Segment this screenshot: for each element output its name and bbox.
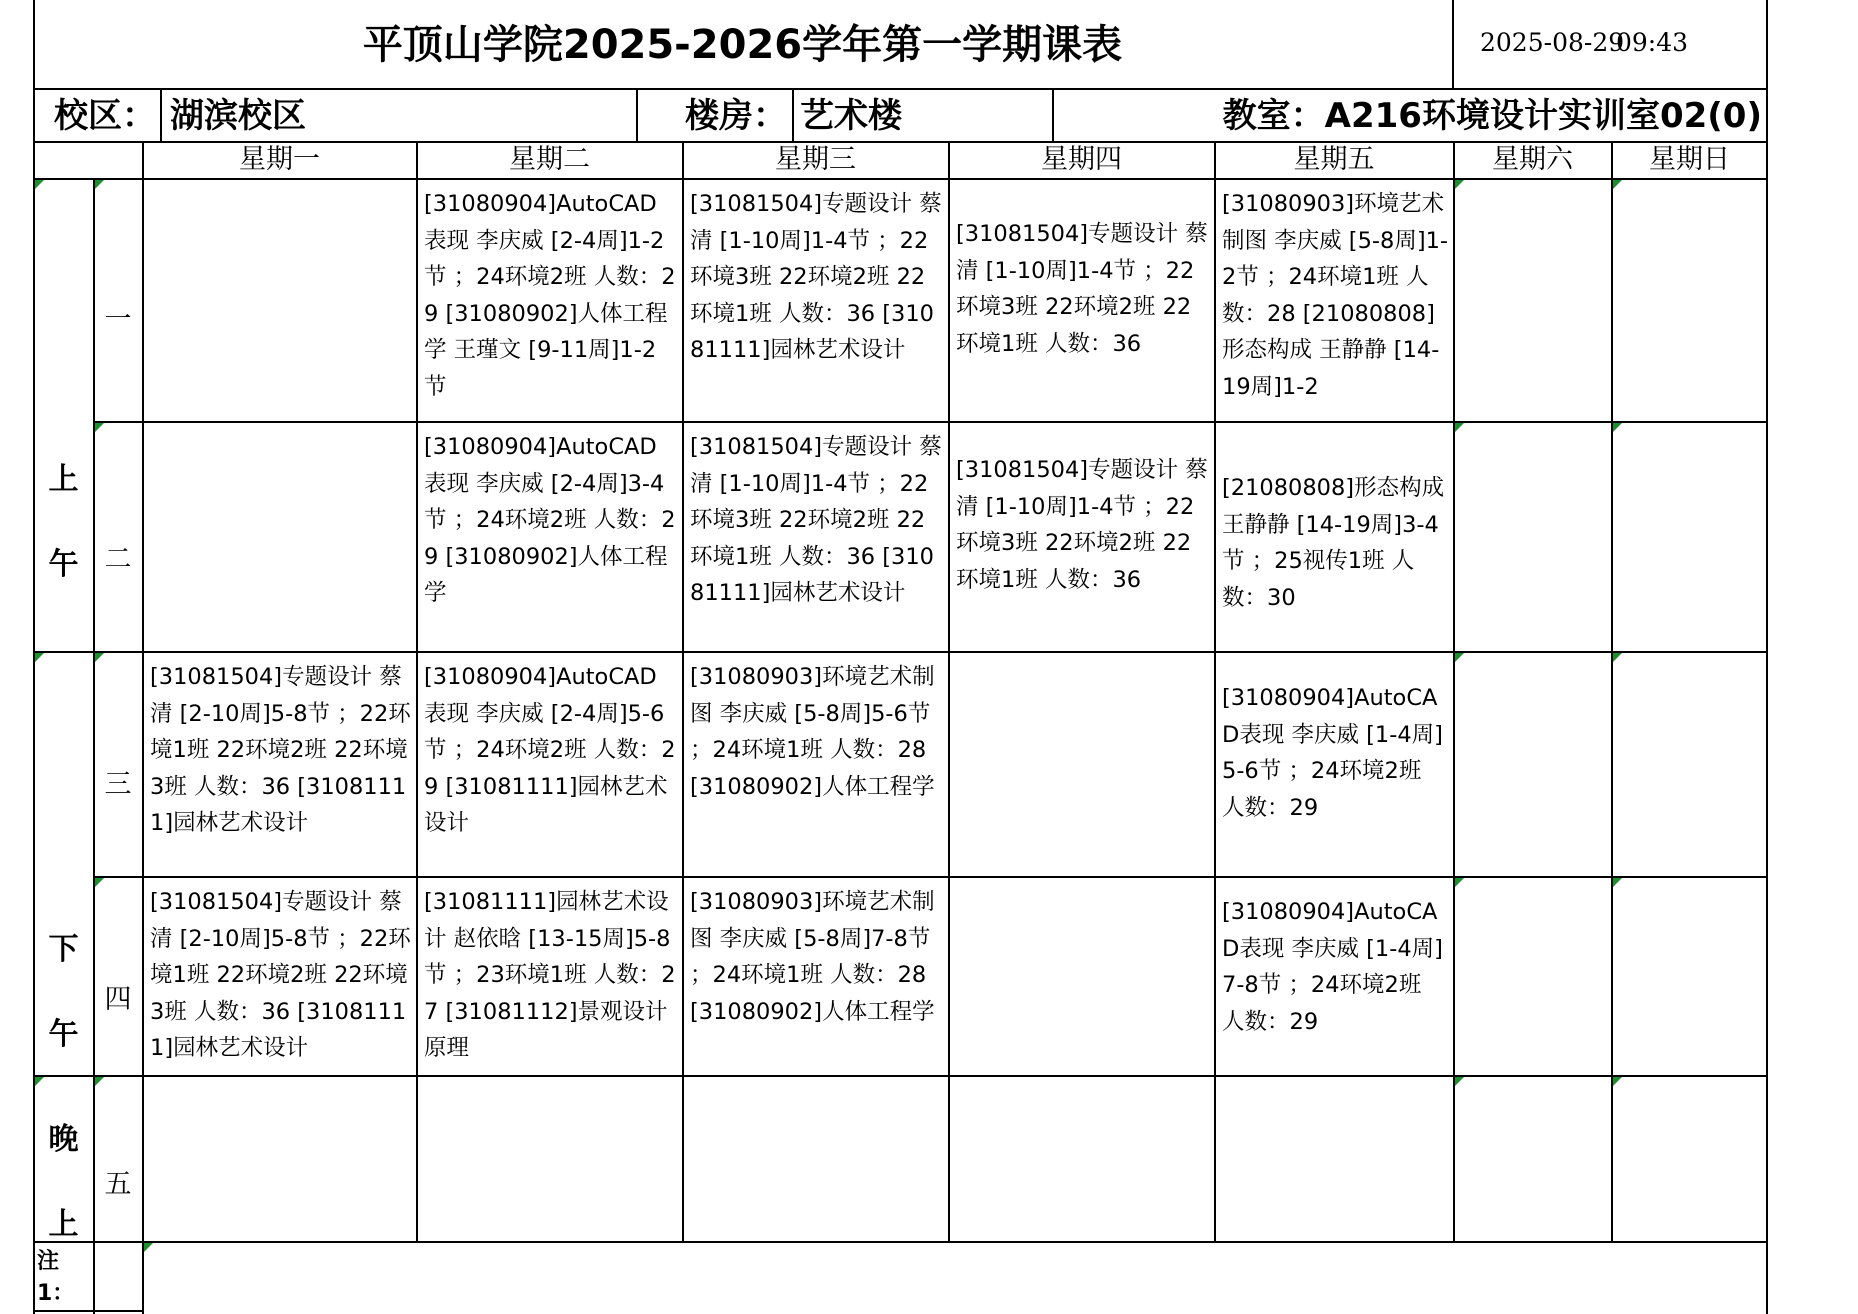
course-cell-tue-p4[interactable]: [31081111]园林艺术设计 赵依晗 [13-15周]5-8节 ；23环境1班 人数：27 [31081112]景观设计原理 bbox=[424, 889, 676, 1061]
period-label-3: 三 bbox=[104, 769, 132, 800]
day-header-sat: 星期六 bbox=[1492, 144, 1573, 175]
cell-marker bbox=[35, 180, 44, 189]
course-cell-tue-p2[interactable]: [31080904]AutoCAD表现 李庆威 [2-4周]3-4节 ；24环境2班 人数：29 [31080902]人体工程学 bbox=[424, 434, 676, 606]
cell-marker bbox=[1613, 653, 1622, 662]
cell-marker bbox=[1455, 653, 1464, 662]
section-morning-2: 午 bbox=[48, 547, 79, 582]
cell-marker bbox=[95, 423, 104, 432]
cell-marker bbox=[1455, 878, 1464, 887]
course-cell-tue-p3[interactable]: [31080904]AutoCAD表现 李庆威 [2-4周]5-6节 ；24环境2班 人数：29 [31081111]园林艺术设计 bbox=[424, 664, 676, 836]
period-label-4: 四 bbox=[104, 984, 132, 1015]
cell-marker bbox=[95, 180, 104, 189]
col-divider-section bbox=[93, 178, 95, 1314]
course-cell-wed-p2[interactable]: [31081504]专题设计 蔡清 [1-10周]1-4节 ；22环境3班 22环境2班 22环境1班 人数：36 [31081111]园林艺术设计 bbox=[690, 434, 942, 606]
divider-info-4 bbox=[1052, 88, 1054, 142]
page-title: 平顶山学院2025-2026学年第一学期课表 bbox=[362, 22, 1123, 68]
classroom-label: 教室：A216环境设计实训室02(0) bbox=[1222, 96, 1762, 136]
campus-value: 湖滨校区 bbox=[170, 96, 306, 136]
course-cell-wed-p1[interactable]: [31081504]专题设计 蔡清 [1-10周]1-4节 ；22环境3班 22环境2班 22环境1班 人数：36 [31081111]园林艺术设计 bbox=[690, 191, 942, 363]
section-evening-2: 上 bbox=[48, 1207, 79, 1242]
cell-marker bbox=[35, 1077, 44, 1086]
divider-info-1 bbox=[160, 88, 162, 142]
day-header-tue: 星期二 bbox=[509, 144, 590, 175]
cell-marker bbox=[1455, 423, 1464, 432]
course-cell-mon-p4[interactable]: [31081504]专题设计 蔡清 [2-10周]5-8节 ；22环境1班 22环境2班 22环境3班 人数：36 [31081111]园林艺术设计 bbox=[150, 889, 411, 1061]
cell-marker bbox=[95, 653, 104, 662]
course-cell-thu-p2[interactable]: [31081504]专题设计 蔡清 [1-10周]1-4节 ；22环境3班 22环境2班 22环境1班 人数：36 bbox=[956, 457, 1208, 593]
divider-title-row bbox=[33, 88, 1768, 90]
course-cell-tue-p1[interactable]: [31080904]AutoCAD表现 李庆威 [2-4周]1-2节 ；24环境2班 人数：29 [31080902]人体工程学 王瑾文 [9-11周]1-2节 bbox=[424, 191, 676, 400]
course-cell-thu-p1[interactable]: [31081504]专题设计 蔡清 [1-10周]1-4节 ；22环境3班 22环境2班 22环境1班 人数：36 bbox=[956, 221, 1208, 357]
day-header-thu: 星期四 bbox=[1041, 144, 1122, 175]
print-time: 09:43 bbox=[1616, 28, 1689, 57]
cell-marker bbox=[1455, 1077, 1464, 1086]
cell-marker bbox=[1613, 180, 1622, 189]
cell-marker bbox=[1613, 1077, 1622, 1086]
divider-title-datetime bbox=[1452, 0, 1454, 89]
course-cell-fri-p2[interactable]: [21080808]形态构成 王静静 [14-19周]3-4节 ；25视传1班 人数：30 bbox=[1222, 475, 1445, 611]
print-date: 2025-08-29 bbox=[1480, 28, 1625, 57]
cell-marker bbox=[1455, 180, 1464, 189]
row-divider-pm-eve bbox=[33, 1075, 1768, 1077]
day-header-sun: 星期日 bbox=[1649, 144, 1730, 175]
cell-marker bbox=[1613, 423, 1622, 432]
section-afternoon-2: 午 bbox=[48, 1017, 79, 1052]
note-bottom-line bbox=[33, 1310, 143, 1312]
table-border-right bbox=[1766, 0, 1768, 1314]
day-header-mon: 星期一 bbox=[239, 144, 320, 175]
course-cell-wed-p4[interactable]: [31080903]环境艺术制图 李庆威 [5-8周]7-8节 ；24环境1班 人数：28 [31080902]人体工程学 bbox=[690, 889, 935, 1025]
course-cell-wed-p3[interactable]: [31080903]环境艺术制图 李庆威 [5-8周]5-6节 ；24环境1班 人数：28 [31080902]人体工程学 bbox=[690, 664, 935, 800]
course-cell-fri-p3[interactable]: [31080904]AutoCAD表现 李庆威 [1-4周]5-6节 ；24环境2班 人数：29 bbox=[1222, 685, 1443, 821]
section-afternoon-1: 下 bbox=[48, 932, 79, 967]
cell-marker bbox=[144, 1243, 153, 1252]
period-label-5: 五 bbox=[104, 1169, 132, 1200]
course-cell-mon-p3[interactable]: [31081504]专题设计 蔡清 [2-10周]5-8节 ；22环境1班 22环境2班 22环境3班 人数：36 [31081111]园林艺术设计 bbox=[150, 664, 411, 836]
section-evening-1: 晚 bbox=[48, 1122, 79, 1157]
course-cell-fri-p4[interactable]: [31080904]AutoCAD表现 李庆威 [1-4周]7-8节 ；24环境2班 人数：29 bbox=[1222, 899, 1443, 1035]
building-value: 艺术楼 bbox=[800, 96, 902, 136]
day-header-wed: 星期三 bbox=[775, 144, 856, 175]
section-morning-1: 上 bbox=[48, 462, 79, 497]
period-label-2: 二 bbox=[104, 544, 132, 575]
cell-marker bbox=[35, 653, 44, 662]
divider-info-3 bbox=[792, 88, 794, 142]
campus-label: 校区： bbox=[54, 96, 156, 136]
cell-marker bbox=[1613, 878, 1622, 887]
row-divider-note bbox=[33, 1241, 1768, 1243]
period-label-1: 一 bbox=[104, 304, 132, 335]
cell-marker bbox=[95, 878, 104, 887]
divider-info-2 bbox=[636, 88, 638, 142]
day-header-fri: 星期五 bbox=[1293, 144, 1375, 175]
course-cell-fri-p1[interactable]: [31080903]环境艺术制图 李庆威 [5-8周]1-2节 ；24环境1班 人数：28 [21080808]形态构成 王静静 [14-19周]1-2 bbox=[1222, 191, 1449, 400]
building-label: 楼房： bbox=[685, 96, 787, 136]
cell-marker bbox=[95, 1077, 104, 1086]
note-label: 注1： bbox=[37, 1249, 75, 1306]
